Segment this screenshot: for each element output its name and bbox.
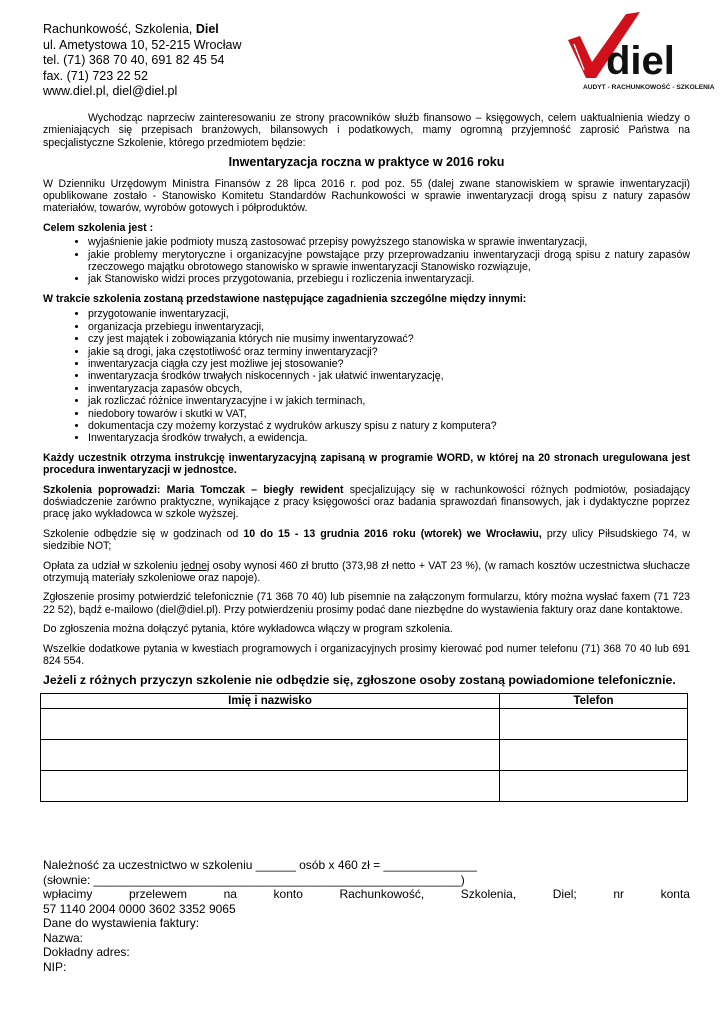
- invoice-nip-label: NIP:: [43, 959, 67, 974]
- topics-heading: W trakcie szkolenia zostaną przedstawione następujące zagadnienia szczególne między innymi:: [43, 292, 527, 305]
- topic-item: • jakie są drogi, jaka częstotliwość oraz terminy inwentaryzacji?: [88, 346, 690, 358]
- main-content: [43, 112, 690, 802]
- trainer-paragraph: [43, 484, 690, 521]
- phone-cell[interactable]: [500, 770, 688, 801]
- topics-list: [43, 308, 690, 444]
- transfer-word: konto: [273, 887, 303, 901]
- name-cell[interactable]: [41, 770, 500, 801]
- transfer-word: Rachunkowość,: [339, 887, 425, 901]
- topic-item: • przygotowanie inwentaryzacji,: [88, 308, 690, 320]
- header-phone: tel. (71) 368 70 40, 691 82 45 54: [43, 53, 225, 67]
- account-number: 57 1140 2004 0000 3602 3352 9065: [43, 901, 236, 916]
- header-company-bold: Diel: [195, 22, 219, 36]
- header-web-email: www.diel.pl, diel@diel.pl: [43, 84, 178, 98]
- column-phone-header: Telefon: [500, 693, 688, 708]
- table-header-row: [41, 693, 688, 708]
- phone-cell[interactable]: [500, 708, 688, 739]
- payment-section: [43, 858, 690, 974]
- transfer-word: Szkolenia,: [460, 887, 517, 901]
- diel-logo: [566, 10, 715, 94]
- header-company-name: Rachunkowość, Szkolenia,: [43, 22, 196, 36]
- confirmation-paragraph: Zgłoszenie prosimy potwierdzić telefonicznie (71 368 70 40) lub pisemnie na załączonym formularzu, który można wysłać faxem (71 723 22 52), bądź e-mailowo (diel@diel.pl). Przy potwierdzeniu prosimy podać dane niezbędne do wystawienia faktury oraz dane kontaktowe.: [43, 591, 690, 616]
- fee-underlined: jednej: [181, 559, 210, 572]
- goals-heading: Celem szkolenia jest :: [43, 221, 154, 234]
- name-cell[interactable]: [41, 739, 500, 770]
- fee-paragraph: [43, 560, 690, 585]
- transfer-word: wpłacimy: [43, 887, 93, 901]
- intro-paragraph: Wychodząc naprzeciw zainteresowaniu ze strony pracowników służb finansowo – księgowych, celem uaktualnienia wiedzy o zmieniających się przepisach branżowych, bilansowych i podatkowych, mamy ogromną przyjemność zaprosić Państwa na specjalistyczne Szkolenie, którego przedmiotem będzie:: [43, 112, 690, 149]
- invoice-data-label: Dane do wystawienia faktury:: [43, 916, 200, 930]
- topic-item: • czy jest majątek i zobowiązania których nie musimy inwentaryzować?: [88, 333, 690, 345]
- goal-item: • wyjaśnienie jakie podmioty muszą zastosować przepisy powyższego stanowiska w sprawie inwentaryzacji,: [88, 236, 690, 248]
- venue: przy ulicy Piłsudskiego 74, w siedzibie NOT;: [43, 527, 690, 553]
- date-time: 10 do 15 - 13 grudnia 2016 roku (wtorek) we Wrocławiu,: [243, 527, 542, 540]
- company-header: [43, 22, 241, 100]
- fee-details: osoby wynosi 460 zł brutto (373,98 zł netto + VAT 23 %), (w ramach kosztów uczestnictwa słuchacze otrzymują materiały szkoleniowe oraz napoje).: [43, 559, 690, 584]
- logo-tagline: AUDYT - RACHUNKOWOŚĆ - SZKOLENIA: [583, 84, 715, 91]
- transfer-word: przelewem: [128, 887, 187, 901]
- table-row[interactable]: [41, 770, 688, 801]
- logo-word: diel: [606, 39, 675, 83]
- topic-item: • Inwentaryzacja środków trwałych, a ewidencja.: [88, 432, 690, 444]
- fee-calculation-line: Należność za uczestnictwo w szkoleniu ______ osób x 460 zł = ______________: [43, 858, 477, 872]
- transfer-word: na: [223, 887, 237, 901]
- goal-item: • jakie problemy merytoryczne i organizacyjne powstające przy przeprowadzaniu inwentaryzacji drogą spisu z natury zapasów rzeczowego majątku obrotowego stanowisko w sprawie inwentaryzacji Stanowisko rozwiązuje,: [88, 249, 690, 274]
- goals-list: [43, 236, 690, 286]
- topic-item: • inwentaryzacja zapasów obcych,: [88, 383, 690, 395]
- fee-intro: Opłata za udział w szkoleniu: [43, 559, 182, 572]
- header-line-company: [43, 22, 241, 38]
- topic-item: • dokumentacja czy możemy korzystać z wydruków arkuszy spisu z natury z komputera?: [88, 420, 690, 432]
- column-name-header: Imię i nazwisko: [41, 693, 500, 708]
- questions-paragraph: Do zgłoszenia można dołączyć pytania, które wykładowca włączy w program szkolenia.: [43, 623, 453, 636]
- phone-cell[interactable]: [500, 739, 688, 770]
- topic-item: • jak rozliczać różnice inwentaryzacyjne i w jakich terminach,: [88, 395, 690, 407]
- date-location-paragraph: [43, 528, 690, 553]
- topic-item: • inwentaryzacja ciągła czy jest możliwe jej stosowanie?: [88, 358, 690, 370]
- date-intro: Szkolenie odbędzie się w godzinach od: [43, 527, 244, 540]
- transfer-word: nr: [613, 887, 625, 901]
- header-fax: fax. (71) 723 22 52: [43, 68, 148, 83]
- training-title: Inwentaryzacja roczna w praktyce w 2016 roku: [228, 155, 505, 170]
- trainer-bio: specjalizujący się w rachunkowości różnych podmiotów, posiadający doświadczenie zarówno praktyczne, wynikające z pracy księgowości oraz badania sprawozdań finansowych, jak i dydaktyczne poprzez pracę jako wykładowca w szkole wyższej.: [43, 483, 690, 521]
- contact-paragraph: Wszelkie dodatkowe pytania w kwestiach programowych i organizacyjnych prosimy kierować pod numer telefonu (71) 368 70 40 lub 691 824 554.: [43, 642, 690, 668]
- invoice-address-label: Dokładny adres:: [43, 945, 130, 959]
- registration-table: [40, 693, 688, 802]
- cancellation-warning: Jeżeli z różnych przyczyn szkolenie nie odbędzie się, zgłoszone osoby zostaną powiadomione telefonicznie.: [43, 673, 676, 688]
- trainer-name: Szkolenia poprowadzi: Maria Tomczak – biegły rewident: [43, 483, 344, 496]
- topic-item: • organizacja przebiegu inwentaryzacji,: [88, 321, 690, 333]
- goal-item: • jak Stanowisko widzi proces przygotowania, przebiegu i rozliczenia inwentaryzacji.: [88, 273, 690, 285]
- topic-item: • inwentaryzacja środków trwałych niskocennych - jak ułatwić inwentaryzację,: [88, 370, 690, 382]
- header-address: ul. Ametystowa 10, 52-215 Wrocław: [43, 37, 242, 52]
- transfer-line: [43, 887, 690, 902]
- transfer-word: konta: [660, 887, 690, 901]
- regulation-paragraph: W Dzienniku Urzędowym Ministra Finansów z 28 lipca 2016 r. pod poz. 55 (dalej zwane stanowiskiem w sprawie inwentaryzacji) opublikowane zostało - Stanowisko Komitetu Standardów Rachunkowości w sprawie inwentaryzacji drogą spisu z natury zapasów materiałów, towarów, wyrobów gotowych i półproduktów.: [43, 177, 690, 215]
- name-cell[interactable]: [41, 708, 500, 739]
- table-row[interactable]: [41, 739, 688, 770]
- amount-in-words-line: (słownie: _______________________________________________________): [43, 872, 465, 887]
- transfer-word: Diel;: [552, 887, 577, 901]
- table-row[interactable]: [41, 708, 688, 739]
- invoice-name-label: Nazwa:: [43, 930, 84, 945]
- topic-item: • niedobory towarów i skutki w VAT,: [88, 408, 690, 420]
- instruction-note: Każdy uczestnik otrzyma instrukcję inwentaryzacyjną zapisaną w programie WORD, w której na 20 stronach uregulowana jest procedura inwentaryzacji w jednostce.: [43, 451, 690, 477]
